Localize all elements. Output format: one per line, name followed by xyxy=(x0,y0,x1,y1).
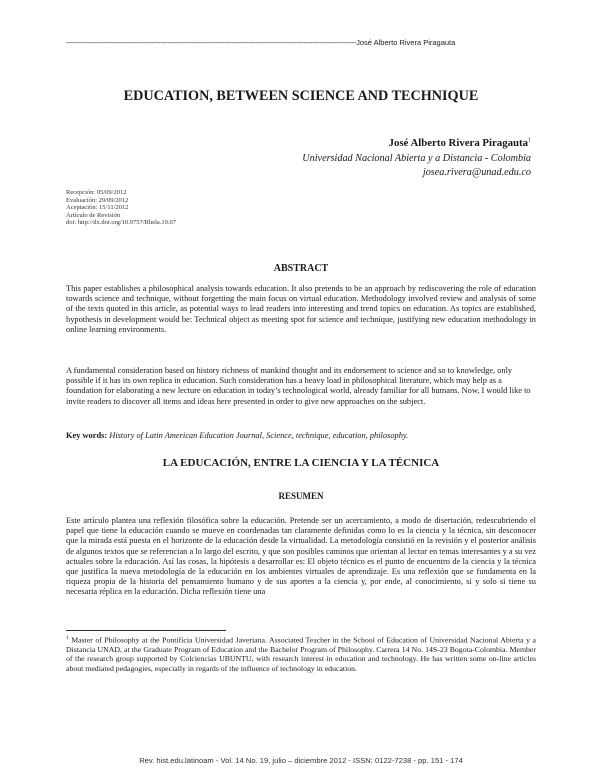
abstract-paragraph-2: A fundamental consideration based on history richness of mankind thought and its endorsement to science and so to knowledge, only possible if it has its own replica in education. Such consideration has a heavy load in philosophical literature, which may help as a foundation for elaborating a new lecture on education in today’s technological world, already familiar for all humans. Now, I would like to invite readers to discover all items and ideas here presented in order to give new approaches on the subject. xyxy=(66,366,531,406)
keywords-label: Key words: xyxy=(66,431,108,440)
article-metadata xyxy=(66,189,176,227)
resumen-paragraph: Este artículo plantea una reflexión filosófica sobre la educación. Pretende ser un acercamiento, a modo de disertación, redescubriendo el papel que tiene la educación cuando se mueve en coordenadas tan claramente definidas como lo es la ciencia y la técnica, sin desconocer que la mirada está puesta en el horizonte de la educación desde la virtualidad. La metodología consistió en la revisión y el posterior análisis de algunos textos que se referencian a lo largo del escrito, y que son posibles caminos que orientan al lector en temas interesantes y a su vez actuales sobre la educación. Así las cosas, la hipótesis a desarrollar es: El objeto técnico es el punto de encuentro de la ciencia y la técnica que justifica la nueva metodología de la educación en los ambientes virtuales de aprendizaje. Es una reflexión que se fundamenta en la riqueza propia de la historia del pensamiento humano y de sus aportes a la ciencia y, por ende, al conocimiento, si y solo si tiene su necesaria réplica en la educación. Dicha reflexión tiene una xyxy=(66,516,536,597)
author-name-block xyxy=(389,137,531,149)
author-affiliation: Universidad Nacional Abierta y a Distancia - Colombia xyxy=(302,153,531,164)
meta-accepted: Aceptación: 15/11/2012 xyxy=(66,204,129,212)
meta-doi[interactable]: doi: http://dx.doi.org/10.9757/Rhela.19.07 xyxy=(66,219,177,227)
footnote xyxy=(66,634,536,673)
footnote-text: Master of Philosophy at the Pontificia Universidad Javeriana. Associated Teacher in the School of Education of Universidad Nacional Abierta y a Distancia UNAD, at the Graduate Program of Education and the Bachelor Program of Philosophy. Carrera 14 No. 14S-23 Bogota-Colombia. Member of the research group supported by Colciencias UBUNTU, with research interest in education and technology. He has written some on-line articles about mediated pedagogies, especially in regards of the influence of technology in education. xyxy=(66,635,536,673)
meta-evaluation: Evaluación: 29/09/2012 xyxy=(66,196,129,204)
author-email[interactable]: josea.rivera@unad.edu.co xyxy=(422,167,531,178)
meta-article-type: Artículo de Revisión xyxy=(66,211,121,219)
meta-received: Recepción: 05/09/2012 xyxy=(66,189,127,196)
resumen-heading: RESUMEN xyxy=(278,491,324,501)
spanish-title: LA EDUCACIÓN, ENTRE LA CIENCIA Y LA TÉCNICA xyxy=(162,457,440,469)
running-header xyxy=(66,38,536,47)
page-footer: Rev. hist.edu.latinoam - Vol. 14 No. 19, julio – diciembre 2012 - ISSN: 0122-7238 - pp. 151 - 174 xyxy=(139,756,463,765)
footnote-rule xyxy=(66,630,226,631)
footnote-mark: 1 xyxy=(66,635,69,641)
author-footnote-mark[interactable]: 1 xyxy=(528,137,531,144)
abstract-heading: ABSTRACT xyxy=(273,263,329,274)
abstract-paragraph-1: This paper establishes a philosophical analysis towards education. It also pretends to be an approach by rediscovering the role of education towards science and technique, without forgetting the main focus on virtual education. Methodology involved review and analysis of some of the texts quoted in this article, as potential ways to lead readers into interesting and trend topics on education. As topics are established, hypothesis in development would be: Technical object as meeting spot for science and technique, justifying new education methodology in online learning environments. xyxy=(66,284,536,334)
article-title: EDUCATION, BETWEEN SCIENCE AND TECHNIQUE xyxy=(123,88,479,104)
author-name: José Alberto Rivera Piragauta xyxy=(388,137,528,149)
header-author: José Alberto Rivera Piragauta xyxy=(356,38,456,47)
keywords-text: History of Latin American Education Journal, Science, technique, education, philosophy. xyxy=(109,431,409,440)
keywords xyxy=(66,431,536,441)
header-rule: ------------------------------------------------------------------------------------------------------------------------------------ xyxy=(66,38,357,47)
